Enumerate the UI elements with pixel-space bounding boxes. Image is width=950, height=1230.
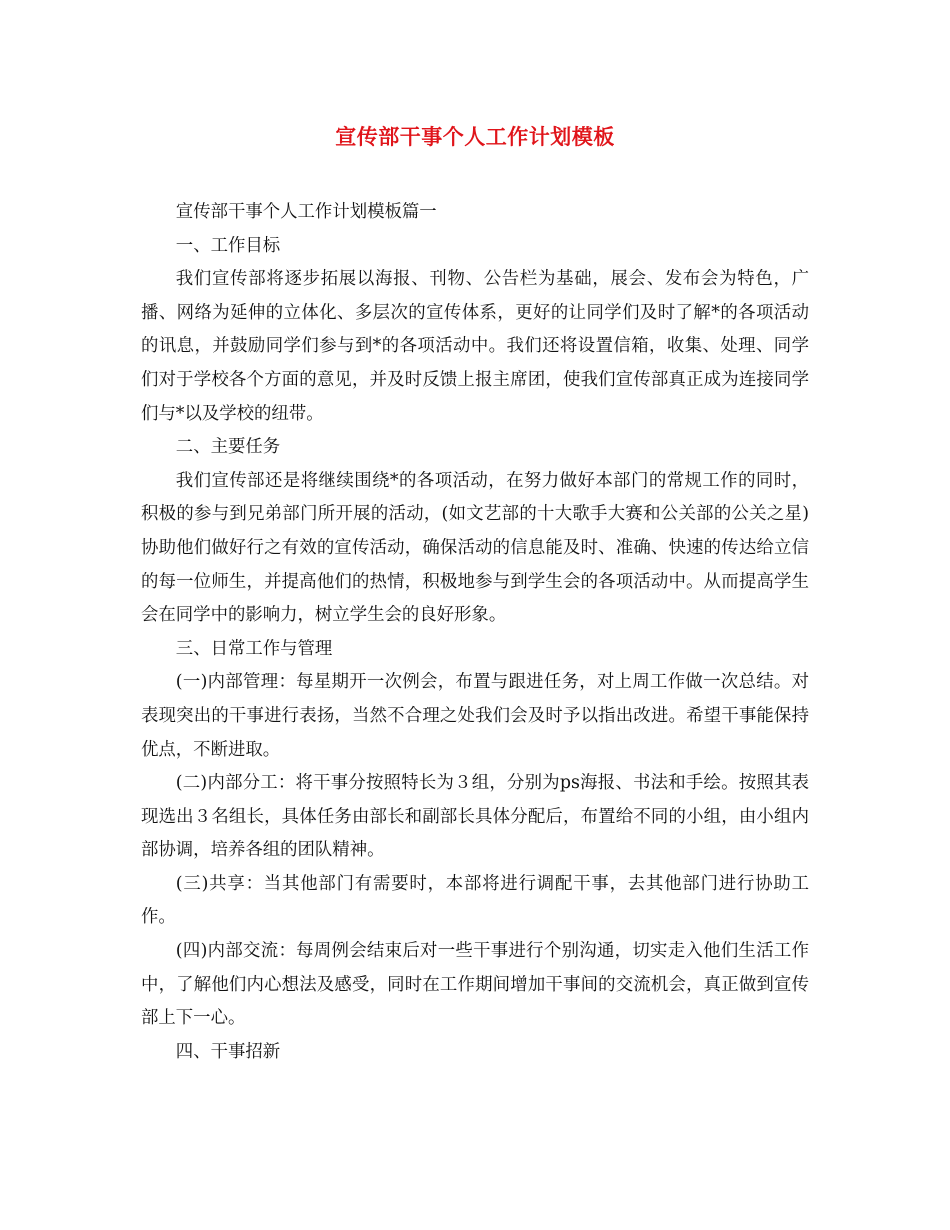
document-body — [141, 196, 809, 1069]
heading-main-tasks: 二、主要任务 — [175, 437, 281, 458]
paragraph-internal-communication: (四)内部交流：每周例会结束后对一些干事进行个别沟通，切实走入他们生活工作中，了解他们内心想法及感受，同时在工作期间增加干事间的交流机会，真正做到宣传部上下一心。 — [141, 941, 809, 1029]
paragraph-internal-division: (二)内部分工：将干事分按照特长为３组，分别为ps海报、书法和手绘。按照其表现选出３名组长，具体任务由部长和副部长具体分配后，布置给不同的小组，由小组内部协调，培养各组的团队精神。 — [141, 773, 809, 861]
section-subtitle: 宣传部干事个人工作计划模板篇一 — [175, 202, 437, 222]
document-title: 宣传部干事个人工作计划模板 — [335, 124, 615, 149]
paragraph-goals: 我们宣传部将逐步拓展以海报、刊物、公告栏为基础，展会、发布会为特色，广播、网络为延伸的立体化、多层次的宣传体系，更好的让同学们及时了解*的各项活动的讯息，并鼓励同学们参与到*的各项活动中。我们还将设置信箱，收集、处理、同学们对于学校各个方面的意见，并及时反馈上报主席团，使我们宣传部真正成为连接同学们与*以及学校的纽带。 — [141, 269, 809, 424]
paragraph-main-tasks: 我们宣传部还是将继续围绕*的各项活动，在努力做好本部门的常规工作的同时，积极的参与到兄弟部门所开展的活动，(如文艺部的十大歌手大赛和公关部的公关之星)协助他们做好行之有效的宣传活动，确保活动的信息能及时、准确、快速的传达给立信的每一位师生，并提高他们的热情，积极地参与到学生会的各项活动中。从而提高学生会在同学中的影响力，树立学生会的良好形象。 — [141, 470, 809, 626]
heading-goals: 一、工作目标 — [175, 235, 281, 256]
paragraph-sharing: (三)共享：当其他部门有需要时，本部将进行调配干事，去其他部门进行协助工作。 — [141, 873, 809, 928]
heading-daily-work: 三、日常工作与管理 — [175, 638, 333, 659]
heading-recruitment: 四、干事招新 — [175, 1041, 281, 1062]
paragraph-internal-management: (一)内部管理：每星期开一次例会，布置与跟进任务，对上周工作做一次总结。对表现突出的干事进行表扬，当然不合理之处我们会及时予以指出改进。希望干事能保持优点，不断进取。 — [141, 672, 809, 760]
